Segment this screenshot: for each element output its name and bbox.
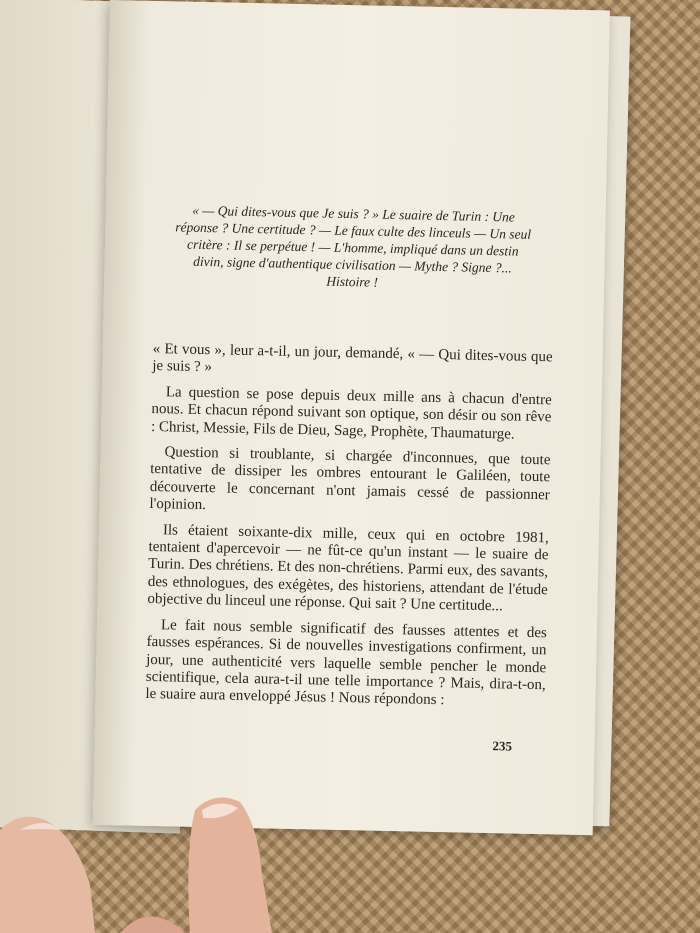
paragraph: La question se pose depuis deux mille ans à chacun d'entre nous. Et chacun répond suivant son optique, son désir ou son rêve : Christ, Messie, Fils de Dieu, Sage, Prophète, Thaumaturge. xyxy=(150,384,552,443)
paragraph: Le fait nous semble significatif des fausses attentes et des fausses espérances. Si de nouvelles investigations confirment, un jour, une authenticité vers laquelle semble pencher le monde scientifique, cela aura-t-il une telle importance ? Mais, dira-t-on, le suaire aura enveloppé Jésus ! Nous répondons : xyxy=(145,616,548,709)
paragraph: Ils étaient soixante-dix mille, ceux qui en octobre 1981, tentaient d'apercevoir — ne fût-ce qu'un instant — le suaire de Turin. Des chrétiens. Et des non-chrétiens. Parmi eux, des savants, des ethnologues, des exégètes, des historiens, attendant de l'étude objective du linceul une réponse. Qui sait ? Une certitude... xyxy=(147,521,549,615)
paragraph: Question si troublante, si chargée d'inconnues, que toute tentative de dissiper les ombres entourant le Galiléen, toute découverte le concernant n'ont jamais cessé de passionner l'opinion. xyxy=(149,444,551,514)
chapter-epigraph: « — Qui dites-vous que Je suis ? » Le suaire de Turin : Une réponse ? Une certitude ? — Le faux culte des linceuls — Un seul critère : Il se perpétue ! — L'homme, impliqué dans un destin divin, signe d'authentique civilisation — Mythe ? Signe ?... Histoire ! xyxy=(175,202,532,290)
book-page xyxy=(93,0,610,835)
paragraph: « Et vous », leur a-t-il, un jour, demandé, « — Qui dites-vous que je suis ? » xyxy=(152,340,553,376)
page-number: 235 xyxy=(492,738,513,754)
body-text xyxy=(145,341,553,720)
hand xyxy=(0,790,280,933)
